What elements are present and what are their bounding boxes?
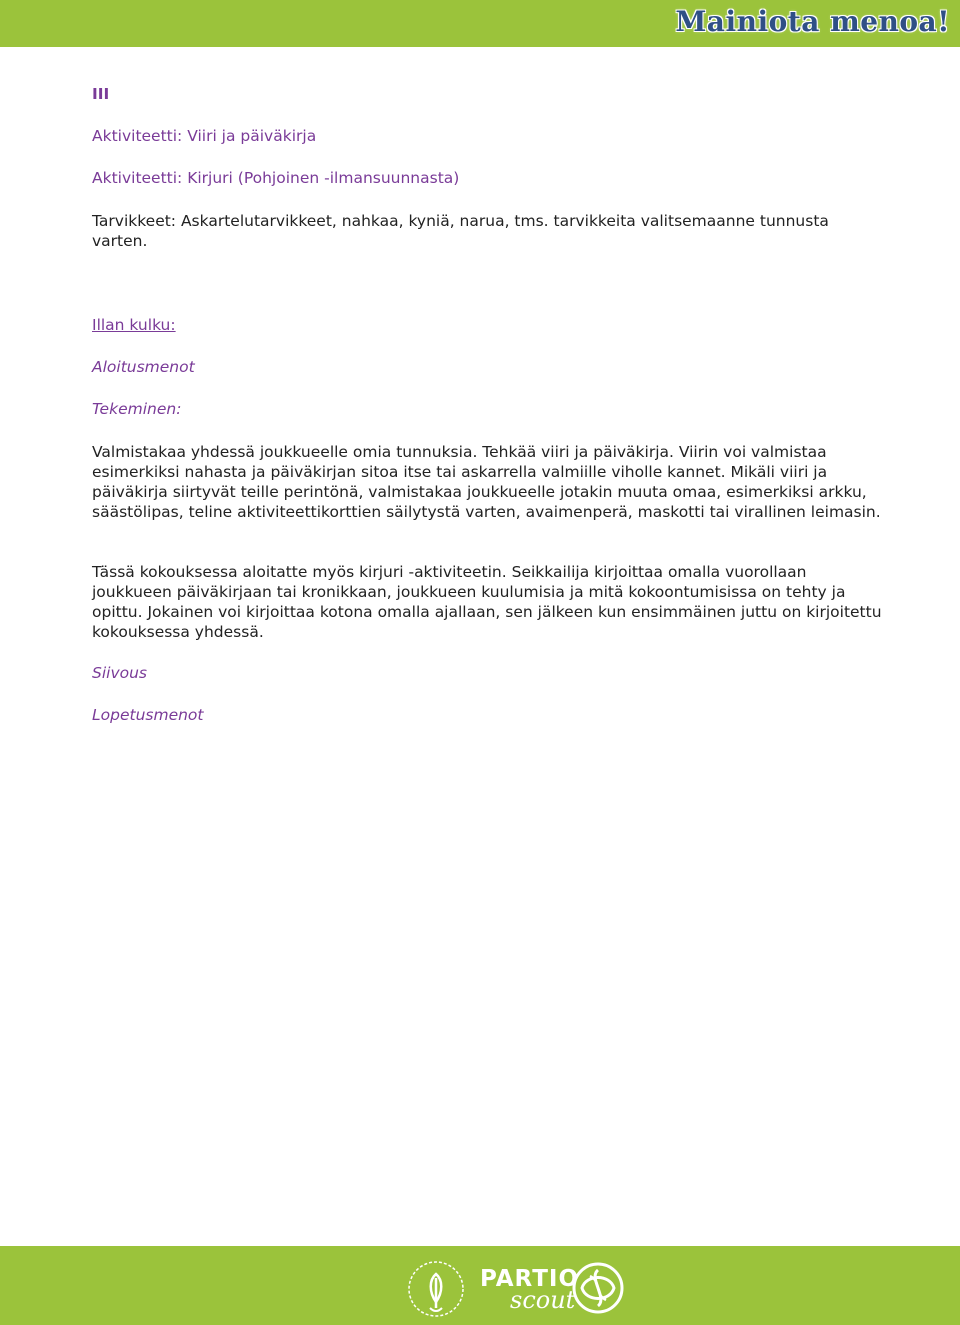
scout-wordmark: scout	[510, 1286, 576, 1314]
partio-wordmark: PARTIO	[480, 1266, 580, 1292]
activity-line-1: Aktiviteetti: Viiri ja päiväkirja	[92, 127, 317, 145]
instructions-paragraph: Valmistakaa yhdessä joukkueelle omia tunnuksia. Tehkää viiri ja päiväkirja. Viirin voi valmistaa esimerkiksi nahasta ja päiväkirjan sitoa itse tai askarrella valmiille viholle kannet. Mikäli viiri ja päiväkirja siirtyvät teille perintönä, valmistakaa joukkueelle jotakin muuta omaa, esimerkiksi arkku, säästölipas, teline aktiviteettikorttien säilytystä varten, avaimenperä, maskotti tai virallinen leimasin.	[92, 443, 881, 521]
pohjanmaan-partiolaiset-logo	[405, 1258, 467, 1320]
closing-ceremony: Lopetusmenot	[92, 706, 204, 724]
section-number: III	[92, 85, 110, 103]
footer-band	[0, 1246, 960, 1325]
brand-title: Mainiota menoa!	[675, 5, 950, 38]
doing-heading: Tekeminen:	[92, 400, 182, 418]
cleanup-item: Siivous	[92, 664, 148, 682]
activity-line-2: Aktiviteetti: Kirjuri (Pohjoinen -ilmansuunnasta)	[92, 169, 460, 187]
header-band	[0, 0, 960, 47]
supplies-text: Tarvikkeet: Askartelutarvikkeet, nahkaa, kyniä, narua, tms. tarvikkeita valitsemaanne tunnusta varten.	[92, 212, 829, 250]
scout-knot-icon	[570, 1260, 626, 1316]
opening-ceremony: Aloitusmenot	[92, 358, 195, 376]
flow-heading: Illan kulku:	[92, 316, 176, 334]
scribe-paragraph: Tässä kokouksessa aloitatte myös kirjuri -aktiviteetin. Seikkailija kirjoittaa omalla vuorollaan joukkueen päiväkirjaan tai kronikkaan, joukkueen kuulumisia ja mitä kokoontumisissa on tehty ja opittu. Jokainen voi kirjoittaa kotona omalla ajallaan, sen jälkeen kun ensimmäinen juttu on kirjoitettu kokouksessa yhdessä.	[92, 563, 882, 641]
